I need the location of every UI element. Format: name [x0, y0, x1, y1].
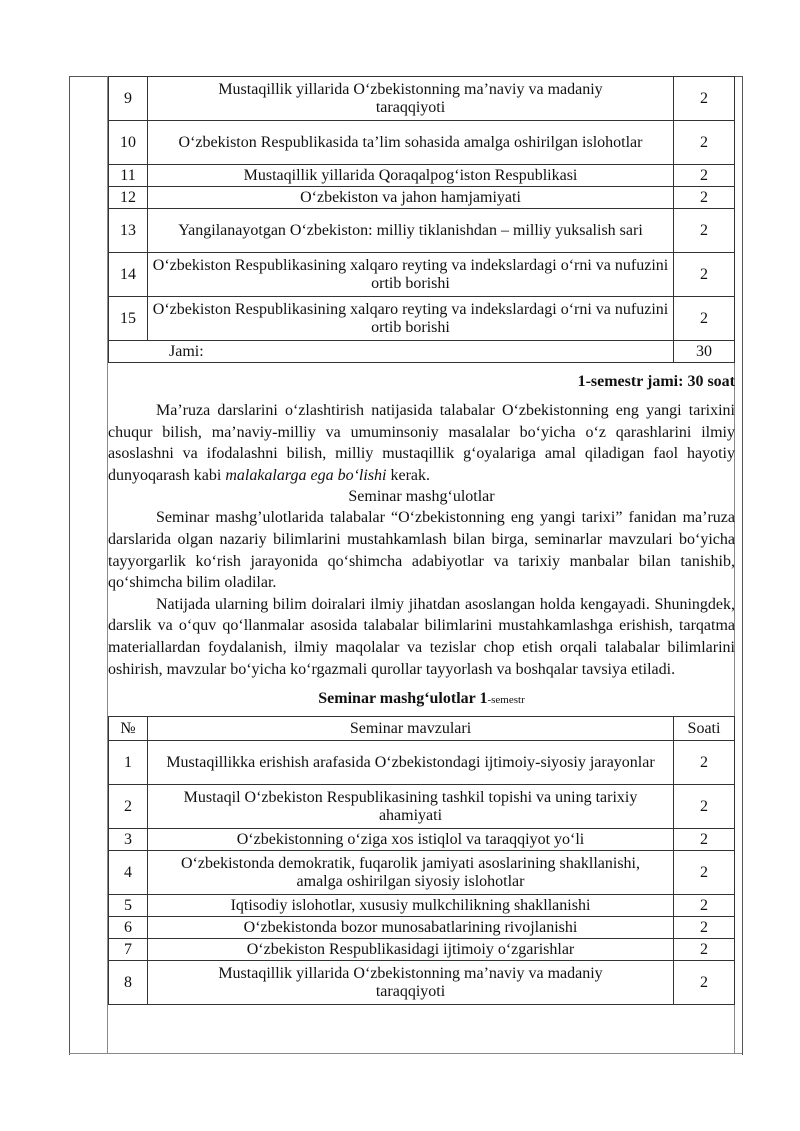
row-number: 8 [109, 961, 148, 1005]
row-hours: 2 [674, 253, 735, 297]
table-row [109, 785, 735, 829]
row-hours: 2 [674, 939, 735, 961]
row-number: 3 [109, 829, 148, 851]
row-hours: 2 [674, 741, 735, 785]
row-hours: 2 [674, 785, 735, 829]
row-topic: O‘zbekiston Respublikasining xalqaro reyting va indekslardagi o‘rni va nufuzini ortib borishi [148, 253, 674, 297]
table-total-row [109, 341, 735, 363]
row-number: 9 [109, 77, 148, 121]
paragraph-text: Ma’ruza darslarini o‘zlashtirish natijasida talabalar O‘zbekistonning eng yangi tarixini chuqur bilish, ma’naviy-milliy va umuminsoniy masalalar bo‘yicha o‘z qarashlarini ilmiy asoslashni va ifodalashni bilish, milliy mustaqillik g‘oyalariga amal qiladigan faol hayotiy dunyoqarash kabi [108, 402, 735, 484]
row-topic: O‘zbekistonda bozor munosabatlarining rivojlanishi [148, 917, 674, 939]
table-row [109, 121, 735, 165]
row-topic: O‘zbekiston va jahon hamjamiyati [148, 187, 674, 209]
table-row [109, 209, 735, 253]
row-number: 12 [109, 187, 148, 209]
table-row [109, 741, 735, 785]
table-header-row [109, 717, 735, 741]
row-hours: 2 [674, 851, 735, 895]
row-number: 15 [109, 297, 148, 341]
row-number: 7 [109, 939, 148, 961]
total-value: 30 [674, 341, 735, 363]
row-hours: 2 [674, 187, 735, 209]
row-hours: 2 [674, 917, 735, 939]
row-number: 4 [109, 851, 148, 895]
table-row [109, 77, 735, 121]
semester-total: 1-semestr jami: 30 soat [577, 373, 735, 390]
table-row [109, 961, 735, 1005]
row-topic: Mustaqillik yillarida O‘zbekistonning ma’naviy va madaniy taraqqiyoti [148, 77, 674, 121]
paragraph-seminars: Seminar mashg’ulotlarida talabalar “O‘zbekistonning eng yangi tarixi” fanidan ma’ruza darslarida olgan nazariy bilimlarini mustahkamlash bilan birga, seminarlar mavzulari bo‘yicha tayyorgarlik ko‘rish jarayonida qo‘shimcha adabiyotlar va tarixiy manbalar bilan tanishib, qo‘shimcha bilim oladilar. [108, 509, 735, 592]
seminar-table [108, 716, 735, 1005]
row-topic: O‘zbekiston Respublikasining xalqaro reyting va indekslardagi o‘rni va nufuzini ortib borishi [148, 297, 674, 341]
table-row [109, 851, 735, 895]
row-topic: Iqtisodiy islohotlar, xususiy mulkchilikning shakllanishi [148, 895, 674, 917]
row-hours: 2 [674, 121, 735, 165]
row-hours: 2 [674, 829, 735, 851]
row-number: 13 [109, 209, 148, 253]
table-row [109, 917, 735, 939]
row-topic: Mustaqil O‘zbekiston Respublikasining tashkil topishi va uning tarixiy ahamiyati [148, 785, 674, 829]
seminar-heading: Seminar mashg‘ulotlar [348, 488, 495, 506]
row-hours: 2 [674, 895, 735, 917]
table-row [109, 939, 735, 961]
lecture-table [108, 76, 735, 363]
paragraph-results: Natijada ularning bilim doiralari ilmiy jihatdan asoslangan holda kengayadi. Shuningdek, darslik va o‘quv qo‘llanmalar asosida talabalar bilimlarini mustahkamlashga erishish, tarqatma materiallardan foydalanish, ilmiy maqolalar va tezislar chop etish orqali talabalar bilimlarini oshirish, mavzular bo‘yicha ko‘rgazmali qurollar tayyorlash va boshqalar tavsiya etiladi. [108, 595, 735, 678]
row-number: 2 [109, 785, 148, 829]
seminar-table-title [108, 688, 735, 711]
table-row [109, 829, 735, 851]
row-number: 1 [109, 741, 148, 785]
row-topic: O‘zbekiston Respublikasida ta’lim sohasida amalga oshirilgan islohotlar [148, 121, 674, 165]
row-number: 5 [109, 895, 148, 917]
page-bottom-rule [69, 1053, 742, 1054]
row-hours: 2 [674, 77, 735, 121]
row-topic: O‘zbekistonda demokratik, fuqarolik jamiyati asoslarining shakllanishi, amalga oshirilgan siyosiy islohotlar [148, 851, 674, 895]
table-row [109, 253, 735, 297]
header-hours: Soati [674, 717, 735, 741]
header-number: № [109, 717, 148, 741]
row-number: 14 [109, 253, 148, 297]
paragraph-emphasis: malakalarga ega bo‘lishi [225, 466, 387, 484]
row-topic: O‘zbekiston Respublikasidagi ijtimoiy o‘zgarishlar [148, 939, 674, 961]
document-content [108, 76, 735, 1005]
table-row [109, 297, 735, 341]
table-row [109, 165, 735, 187]
row-topic: Mustaqillikka erishish arafasida O‘zbekistondagi ijtimoiy-siyosiy jarayonlar [148, 741, 674, 785]
row-number: 6 [109, 917, 148, 939]
row-topic: Mustaqillik yillarida O‘zbekistonning ma’naviy va madaniy taraqqiyoti [148, 961, 674, 1005]
row-hours: 2 [674, 165, 735, 187]
row-topic: O‘zbekistonning o‘ziga xos istiqlol va taraqqiyot yo‘li [148, 829, 674, 851]
header-topic: Seminar mavzulari [148, 717, 674, 741]
table-row [109, 895, 735, 917]
paragraph-text-end: kerak. [386, 466, 431, 484]
row-number: 10 [109, 121, 148, 165]
row-hours: 2 [674, 961, 735, 1005]
row-hours: 2 [674, 297, 735, 341]
seminar-table-title-suffix: -semestr [487, 694, 525, 707]
paragraph-outcomes [108, 400, 735, 486]
total-label: Jami: [109, 341, 674, 363]
seminar-table-title-main: Seminar mashg‘ulotlar 1 [318, 690, 488, 708]
table-row [109, 187, 735, 209]
row-hours: 2 [674, 209, 735, 253]
row-topic: Mustaqillik yillarida Qoraqalpog‘iston Respublikasi [148, 165, 674, 187]
row-topic: Yangilanayotgan O‘zbekiston: milliy tiklanishdan – milliy yuksalish sari [148, 209, 674, 253]
row-number: 11 [109, 165, 148, 187]
